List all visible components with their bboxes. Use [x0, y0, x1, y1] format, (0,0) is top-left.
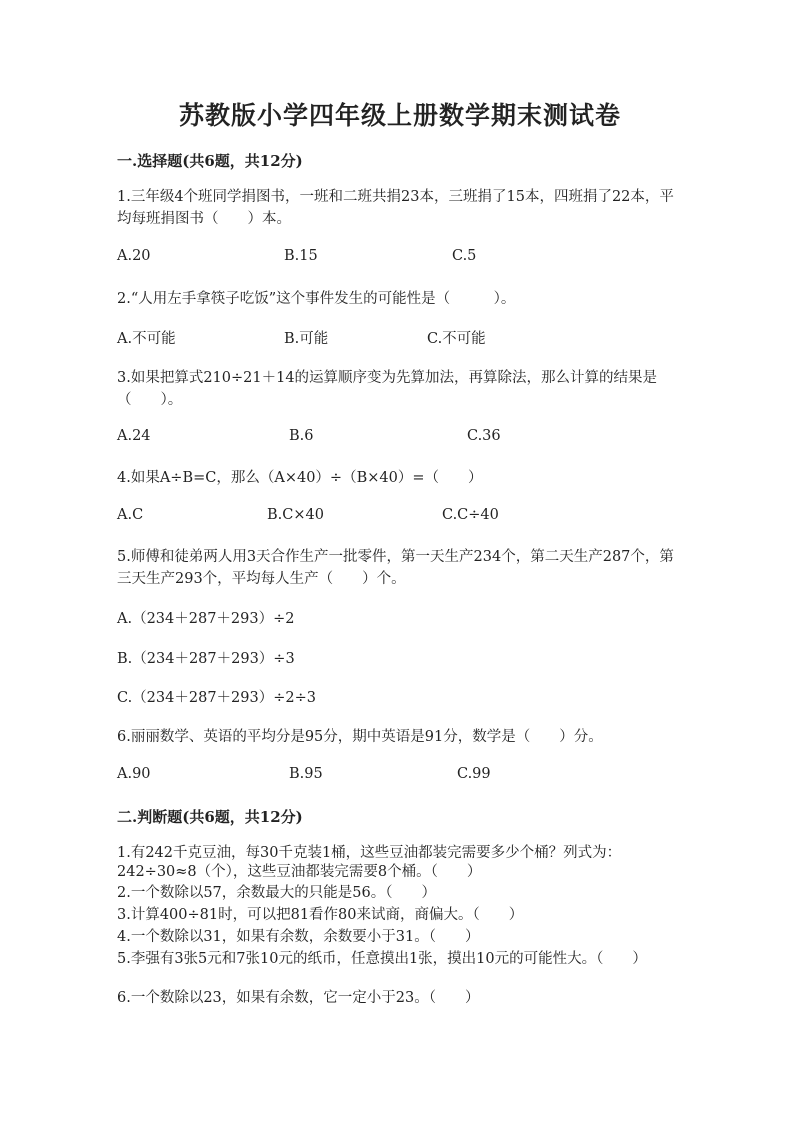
option-c: C.不可能: [427, 331, 486, 347]
judge-item-4: 4.一个数除以31，如果有余数，余数要小于31。（ ）: [117, 929, 480, 945]
question-4: 4.如果A÷B=C，那么（A×40）÷（B×40）=（ ）: [117, 470, 483, 486]
option-c: C.5: [452, 248, 477, 264]
option-b: B.95: [289, 766, 323, 782]
option-b: B.可能: [284, 331, 329, 347]
section-heading-multiple-choice: 一.选择题(共6题，共12分): [117, 152, 303, 170]
option-b: B.C×40: [267, 507, 324, 523]
judge-item-2: 2.一个数除以57，余数最大的只能是56。（ ）: [117, 885, 436, 901]
question-3-options: [117, 428, 677, 450]
question-5-option-b-row: [117, 647, 677, 669]
option-c: C.99: [457, 766, 491, 782]
option-a: A.C: [117, 507, 144, 523]
section-heading-true-false: 二.判断题(共6题，共12分): [117, 808, 303, 826]
option-c: C.36: [467, 428, 501, 444]
question-2-options: [117, 327, 677, 349]
judge-item-1: 1.有242千克豆油，每30千克装1桶，这些豆油都装完需要多少个桶？列式为：242÷30≈8（个），这些豆油都装完需要8个桶。（ ）: [117, 845, 622, 880]
option-b: B.15: [284, 248, 318, 264]
option-a: A.（234＋287＋293）÷2: [117, 611, 295, 627]
question-5: 5.师傅和徒弟两人用3天合作生产一批零件，第一天生产234个，第二天生产287个，第三天生产293个，平均每人生产（ ）个。: [117, 549, 674, 587]
question-6-options: [117, 766, 677, 788]
question-4-options: [117, 507, 677, 529]
option-a: A.90: [117, 766, 151, 782]
question-1: 1.三年级4个班同学捐图书，一班和二班共捐23本，三班捐了15本，四班捐了22本，平均每班捐图书（ ）本。: [117, 189, 674, 227]
judge-item-3: 3.计算400÷81时，可以把81看作80来试商，商偏大。（ ）: [117, 907, 524, 923]
option-b: B.（234＋287＋293）÷3: [117, 651, 295, 667]
option-a: A.20: [117, 248, 151, 264]
page-title: 苏教版小学四年级上册数学期末测试卷: [178, 101, 621, 130]
option-c: C.C÷40: [442, 507, 499, 523]
option-a: A.24: [117, 428, 151, 444]
question-6: 6.丽丽数学、英语的平均分是95分，期中英语是91分，数学是（ ）分。: [117, 729, 603, 745]
option-a: A.不可能: [117, 331, 176, 347]
option-b: B.6: [289, 428, 314, 444]
question-5-option-c-row: [117, 686, 677, 708]
question-2: 2.“人用左手拿筷子吃饭”这个事件发生的可能性是（ ）。: [117, 291, 516, 307]
question-3: 3.如果把算式210÷21＋14的运算顺序变为先算加法，再算除法，那么计算的结果是（ ）。: [117, 370, 658, 408]
judge-item-5: 5.李强有3张5元和7张10元的纸币，任意摸出1张，摸出10元的可能性大。（ ）: [117, 951, 647, 967]
judge-item-6: 6.一个数除以23，如果有余数，它一定小于23。（ ）: [117, 990, 480, 1006]
question-1-options: [117, 248, 677, 270]
question-5-option-a-row: [117, 607, 677, 629]
option-c: C.（234＋287＋293）÷2÷3: [117, 690, 316, 706]
